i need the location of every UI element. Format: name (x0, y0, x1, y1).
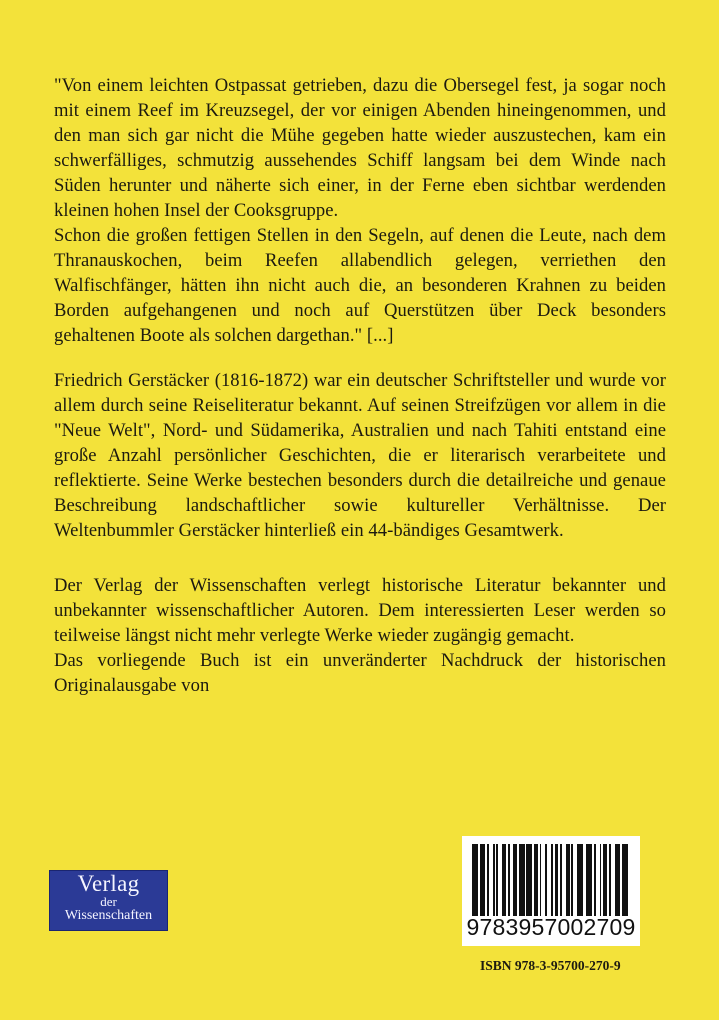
bio-paragraph: Friedrich Gerstäcker (1816-1872) war ein deutscher Schriftsteller und wurde vor allem durch seine Reiseliteratur bekannt. Auf seinen Streifzügen vor allem in die "Neue Welt", Nord- und Südamerika, Australien und nach Tahiti entstand eine große Anzahl persönlicher Geschichten, die er literarisch verarbeitete und reflektierte. Seine Werke bestechen besonders durch die detailreiche und genaue Beschreibung landschaftlicher sowie kultureller Verhältnisse. Der Weltenbummler Gerstäcker hinterließ ein 44-bändiges Gesamtwerk. (54, 370, 666, 541)
isbn-label: ISBN 978-3-95700-270-9 (480, 958, 621, 973)
blurb-excerpt (54, 73, 666, 348)
logo-line-wissenschaften: Wissenschaften (64, 908, 153, 923)
blurb-paragraph-2: Schon die großen fettigen Stellen in den Segeln, auf denen die Leute, nach dem Thranauskochen, beim Reefen allabendlich gelegen, verriethen den Walfischfänger, hätten ihn nicht auch die, an besonderen Krahnen zu beiden Borden aufgehangenen und noch auf Querstützen über Deck besonders gehaltenen Boote als solchen dargethan." [...] (54, 225, 666, 346)
publisher-paragraph-1: Der Verlag der Wissenschaften verlegt historische Literatur bekannter und unbekannter wissenschaftlicher Autoren. Dem interessierten Leser werden so teilweise längst nicht mehr verlegte Werke wieder zugängig gemacht. (54, 575, 666, 646)
publisher-note (54, 573, 666, 698)
blurb-paragraph-1: "Von einem leichten Ostpassat getrieben, dazu die Obersegel fest, ja sogar noch mit einem Reef im Kreuzsegel, der vor einigen Abenden hineingenommen, und den man sich gar nicht die Mühe gegeben hatte wieder auszustechen, kam ein schwerfälliges, schmutzig aussehendes Schiff langsam bei dem Winde nach Süden herunter und näherte sich einer, in der Ferne eben sichtbar werdenden kleinen hohen Insel der Cooksgruppe. (54, 75, 666, 221)
publisher-paragraph-2: Das vorliegende Buch ist ein unveränderter Nachdruck der historischen Originalausgabe von (54, 650, 666, 696)
barcode (462, 836, 640, 946)
barcode-digits: 9783957002709 (466, 914, 636, 940)
logo-line-der: der (100, 894, 117, 909)
publisher-logo (49, 870, 168, 931)
author-bio (54, 368, 666, 543)
barcode-bars-icon (472, 844, 630, 916)
logo-line-verlag: Verlag (77, 871, 140, 896)
